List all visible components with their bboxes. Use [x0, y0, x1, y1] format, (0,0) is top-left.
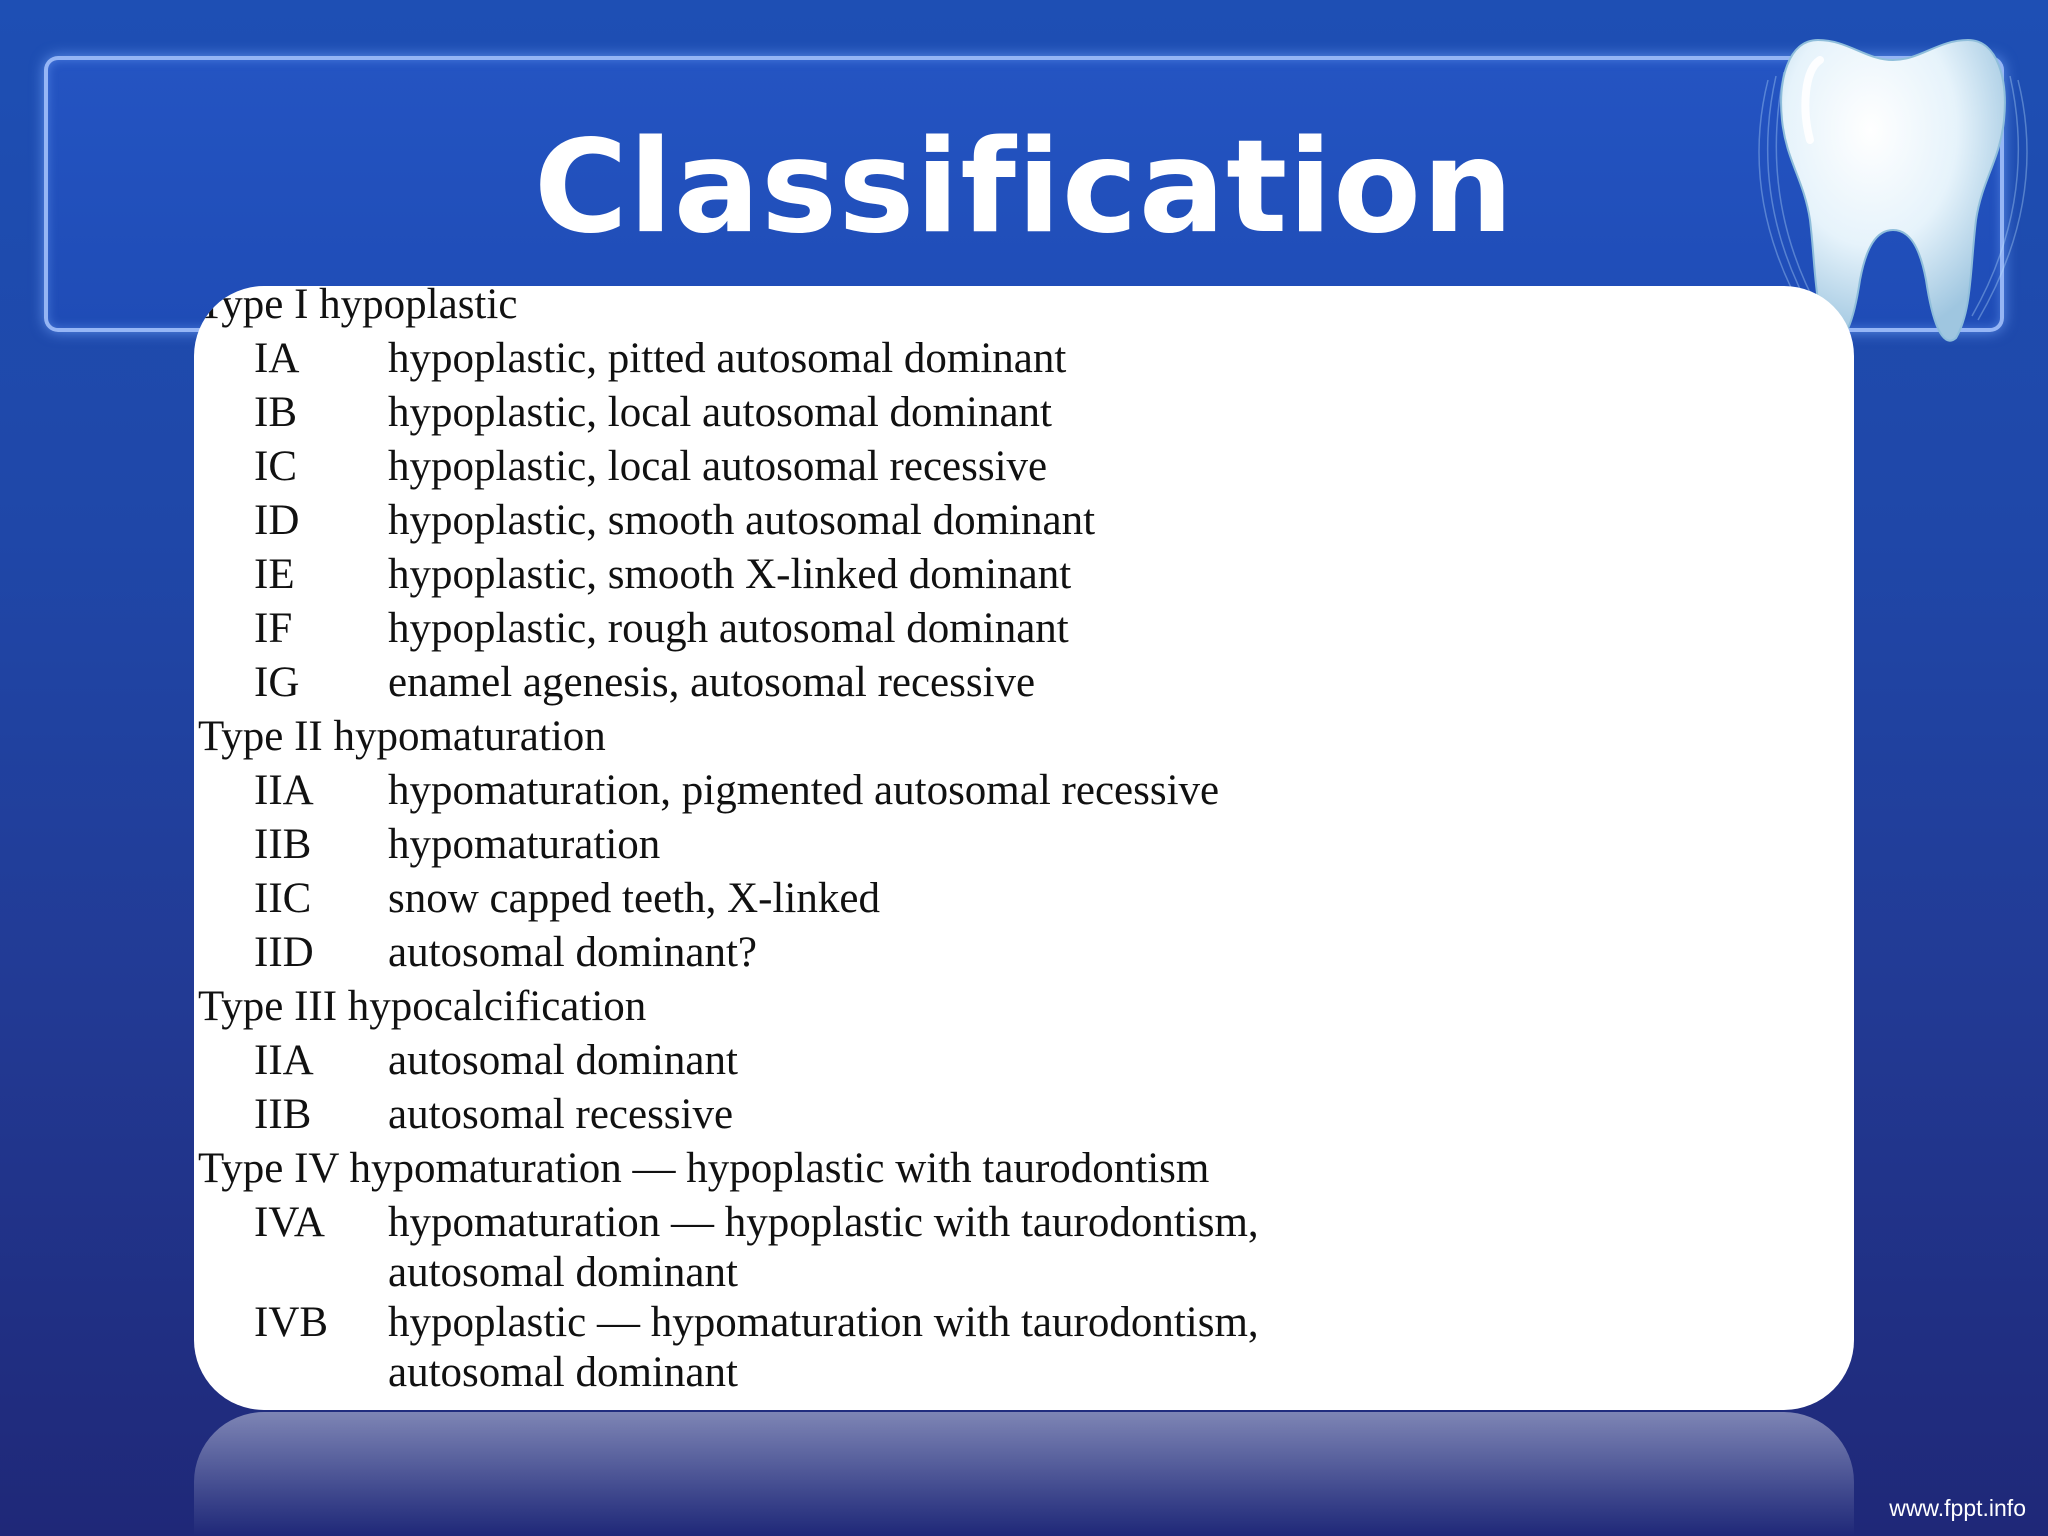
type-heading: Type I hypoplastic [198, 286, 518, 328]
classification-list [194, 286, 1854, 1396]
footer-url: www.fppt.info [1889, 1495, 2026, 1521]
subtype-row: IIB autosomal recessive [254, 1091, 734, 1138]
subtype-row: IIC snow capped teeth, X-linked [254, 875, 880, 922]
type-heading: Type IV hypomaturation — hypoplastic with taurodontism [198, 1145, 1210, 1192]
subtype-row: IB hypoplastic, local autosomal dominant [254, 389, 1052, 436]
slide-title: Classification [533, 113, 1515, 262]
classification-card [194, 286, 1854, 1410]
subtype-row: ID hypoplastic, smooth autosomal dominant [254, 497, 1096, 544]
card-reflection [194, 1412, 1854, 1536]
subtype-row: IG enamel agenesis, autosomal recessive [254, 659, 1036, 706]
subtype-row: IID autosomal dominant? [254, 929, 758, 976]
type-heading: Type III hypocalcification [198, 983, 647, 1030]
subtype-row: IIA hypomaturation, pigmented autosomal recessive [254, 767, 1220, 814]
subtype-row: IF hypoplastic, rough autosomal dominant [254, 605, 1069, 652]
subtype-row: IIB hypomaturation [254, 821, 661, 868]
subtype-row: IA hypoplastic, pitted autosomal dominant [254, 335, 1067, 382]
subtype-row: IIA autosomal dominant [254, 1037, 738, 1084]
subtype-row: IC hypoplastic, local autosomal recessive [254, 443, 1048, 490]
subtype-row: IVB hypoplastic — hypomaturation with taurodontism, [254, 1299, 1259, 1346]
subtype-continuation: autosomal dominant [388, 1349, 738, 1396]
subtype-continuation: autosomal dominant [388, 1249, 738, 1296]
subtype-row: IVA hypomaturation — hypoplastic with taurodontism, [254, 1199, 1259, 1246]
type-heading: Type II hypomaturation [198, 713, 606, 760]
subtype-row: IE hypoplastic, smooth X-linked dominant [254, 551, 1072, 598]
